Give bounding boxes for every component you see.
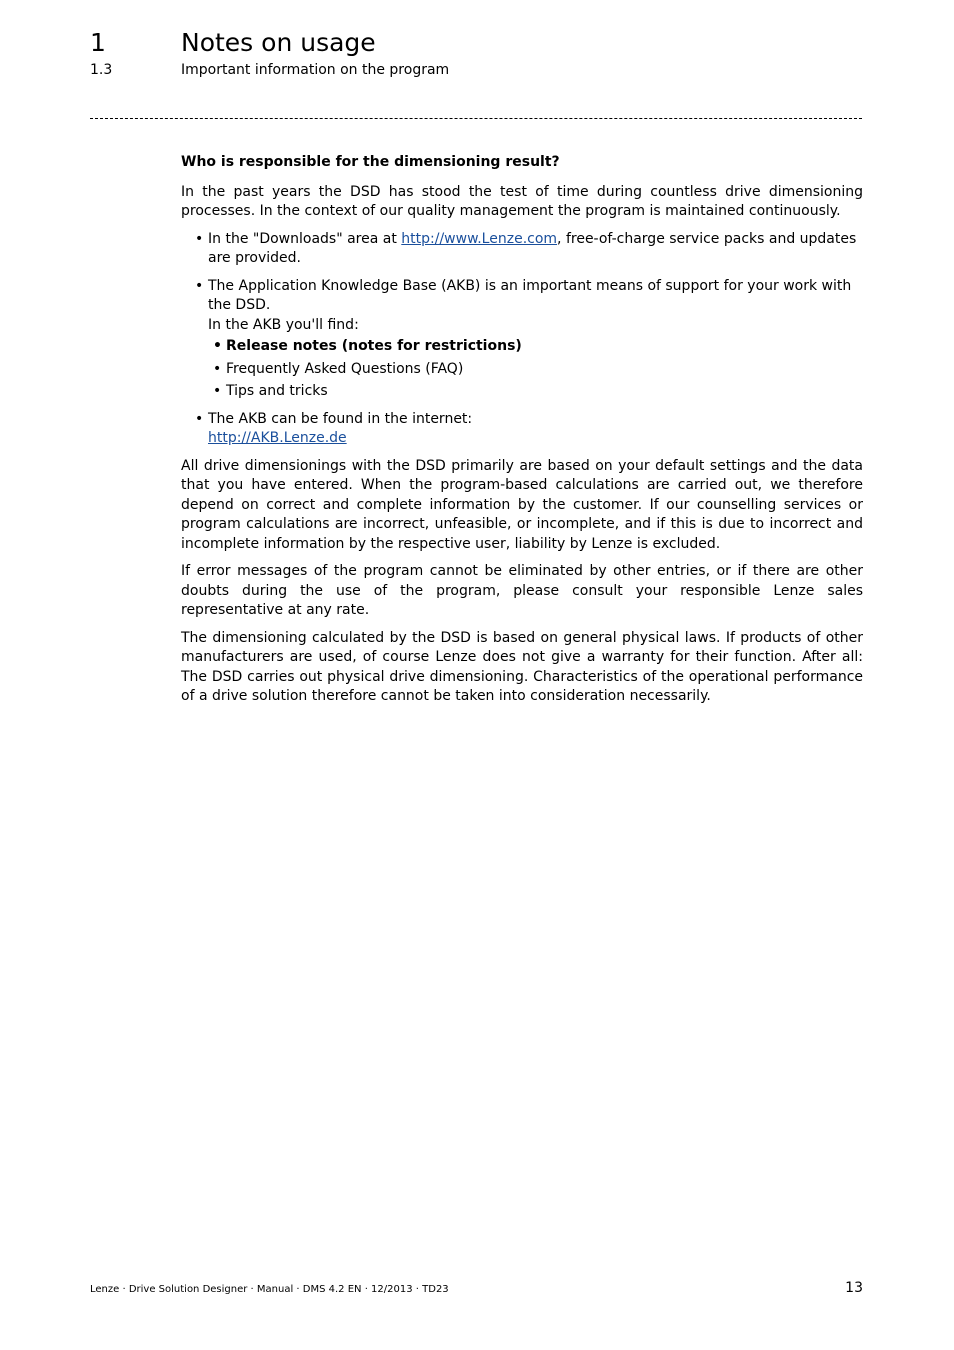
list-item: [208, 230, 863, 269]
downloads-text-pre: In the "Downloads" area at: [208, 230, 402, 247]
akb-location-text: • The AKB can be found in the internet:: [208, 410, 473, 427]
physical-laws-paragraph: The dimensioning calculated by the DSD is based on general physical laws. If products of other manufacturers are used, of course Lenze does not give a warranty for their function. After all: The DSD carries out physical drive dimensioning. Characteristics of the operational performance of a drive solution therefore cannot be taken into consideration necessarily.: [181, 629, 863, 704]
main-content: [181, 153, 863, 715]
subsection-heading: Who is responsible for the dimensioning result?: [181, 154, 560, 170]
akb-item-faq: • Frequently Asked Questions (FAQ): [226, 360, 863, 380]
section-title: Important information on the program: [181, 62, 450, 78]
akb-find-label: In the AKB you'll find:: [208, 316, 359, 333]
error-messages-paragraph: If error messages of the program cannot be eliminated by other entries, or if there are other doubts during the use of the program, please consult your responsible Lenze sales representative at any rate.: [181, 563, 863, 618]
downloads-text-post: , free-of-charge service packs and updates are provided.: [208, 230, 857, 266]
akb-item-release-notes: • Release notes (notes for restrictions): [226, 337, 863, 357]
section-number: 1.3: [90, 62, 113, 78]
page-number: 13: [845, 1280, 863, 1296]
akb-lenze-link[interactable]: http://AKB.Lenze.de: [208, 430, 347, 446]
chapter-title: Notes on usage: [181, 28, 376, 57]
akb-items-list: [208, 337, 863, 402]
info-bullet-list: [181, 230, 863, 449]
liability-paragraph: All drive dimensionings with the DSD primarily are based on your default settings and the data that you have entered. When the program-based calculations are carried out, we therefore depend on correct and complete information by the customer. If our counselling services or program calculations are incorrect, unfeasible, or incomplete, and if this is due to incorrect and incomplete information by the respective user, liability by Lenze is excluded.: [181, 457, 863, 552]
list-item: [208, 277, 863, 402]
lenze-com-link[interactable]: http://www.Lenze.com: [401, 230, 558, 247]
list-item: [208, 410, 863, 449]
akb-item-tips: • Tips and tricks: [226, 382, 863, 402]
footer-document-info: Lenze · Drive Solution Designer · Manual · DMS 4.2 EN · 12/2013 · TD23: [90, 1284, 449, 1295]
intro-paragraph: In the past years the DSD has stood the test of time during countless drive dimensioning processes. In the context of our quality management the program is maintained continuously.: [181, 183, 863, 219]
header-divider: [90, 118, 862, 119]
chapter-number: 1: [90, 28, 106, 57]
akb-description: • The Application Knowledge Base (AKB) is an important means of support for your work with the DSD.: [208, 277, 852, 313]
